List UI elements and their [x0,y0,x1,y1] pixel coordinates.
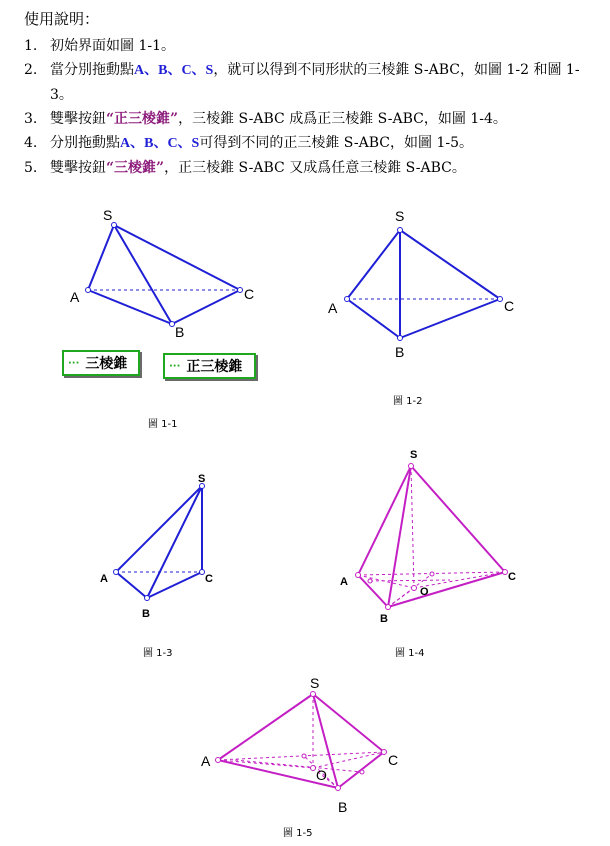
figure-caption: 圖 1-5 [283,828,313,839]
center-point[interactable] [412,586,417,591]
item-number: 5. [24,160,38,176]
button-label: 三棱錐 [85,356,128,372]
center-point[interactable] [311,766,316,771]
item-number: 1. [24,38,38,54]
vertex-b[interactable] [398,336,403,341]
label-c: C [388,752,399,768]
item-text: ，三棱錐 S-ABC 成爲正三棱錐 S-ABC，如圖 1-4。 [178,111,507,127]
figure-1-2 [328,208,514,407]
pyramid-edges [116,486,202,598]
label-b: B [175,324,185,340]
pyramid-edges [347,230,500,338]
item-number: 3. [24,111,38,127]
figure-caption: 圖 1-4 [395,648,425,659]
item-number: 2. [24,62,38,78]
pyramid-button[interactable] [62,350,140,376]
label-a: A [328,300,338,316]
label-a: A [340,576,348,588]
figure-caption: 圖 1-3 [143,648,173,659]
label-s: S [198,473,206,485]
item-text: ，正三棱錐 S-ABC 又成爲任意三棱錐 S-ABC。 [164,160,466,176]
button-label: 正三棱錐 [186,359,243,375]
button-reference: “正三棱錐” [106,111,179,127]
pyramid-edges [218,694,384,788]
vertex-b[interactable] [145,596,150,601]
instructions-heading: 使用說明： [24,10,100,28]
vertex-c[interactable] [382,750,387,755]
vertex-a[interactable] [216,758,221,763]
item-text: 當分別拖動點 [50,62,134,78]
label-b: B [395,344,405,360]
label-c: C [244,286,255,302]
vertex-a[interactable] [345,297,350,302]
button-dots-icon: ··· [68,357,80,369]
vertex-s[interactable] [398,228,403,233]
figure-1-5 [201,675,398,839]
item-text: 初始界面如圖 1-1。 [50,38,175,54]
label-s: S [410,449,418,461]
midpoint [368,579,372,583]
figure-1-1 [70,207,254,430]
vertex-s[interactable] [311,692,316,697]
vertex-c[interactable] [238,288,243,293]
vertex-c[interactable] [503,570,508,575]
label-b: B [142,608,150,620]
hidden-edges [358,466,505,607]
pyramid-edges [358,466,505,607]
item-text: 分別拖動點 [50,135,120,151]
vertex-s[interactable] [112,223,117,228]
vertex-b[interactable] [170,322,175,327]
label-s: S [103,207,113,223]
label-a: A [201,753,211,769]
vertex-c[interactable] [498,297,503,302]
midpoint [360,770,364,774]
regular-pyramid-button[interactable] [163,353,256,379]
label-c: C [508,571,516,583]
midpoint [430,572,434,576]
item-text: ，就可以得到不同形狀的三棱錐 S-ABC，如圖 1-2 和圖 1-3。 [50,62,580,103]
button-reference: “三棱錐” [106,160,165,176]
item-text: 雙擊按鈕 [50,160,106,176]
vertex-a[interactable] [356,573,361,578]
pyramid-edges [88,225,240,324]
label-o: O [420,586,429,598]
vertex-b[interactable] [386,605,391,610]
figure-1-4 [340,449,516,659]
vertex-a[interactable] [114,570,119,575]
vertex-a[interactable] [86,288,91,293]
item-number: 4. [24,135,38,151]
label-c: C [205,573,213,585]
hidden-edges [218,694,384,788]
label-c: C [504,298,515,314]
label-a: A [100,573,108,585]
label-s: S [310,675,320,691]
points-label: A、B、C、S [134,63,214,78]
label-a: A [70,289,80,305]
figure-caption: 圖 1-1 [148,419,178,430]
label-s: S [395,208,405,224]
item-text: 可得到不同的正三棱錐 S-ABC，如圖 1-5。 [199,135,474,151]
vertex-s[interactable] [409,464,414,469]
label-b: B [380,613,388,625]
label-o: O [316,767,327,783]
vertex-c[interactable] [200,570,205,575]
points-label: A、B、C、S [120,136,200,151]
figure-1-3 [100,473,213,659]
midpoint [302,754,306,758]
label-b: B [338,799,348,815]
button-dots-icon: ··· [169,360,181,372]
figure-caption: 圖 1-2 [393,396,423,407]
vertex-b[interactable] [336,786,341,791]
item-text: 雙擊按鈕 [50,111,106,127]
